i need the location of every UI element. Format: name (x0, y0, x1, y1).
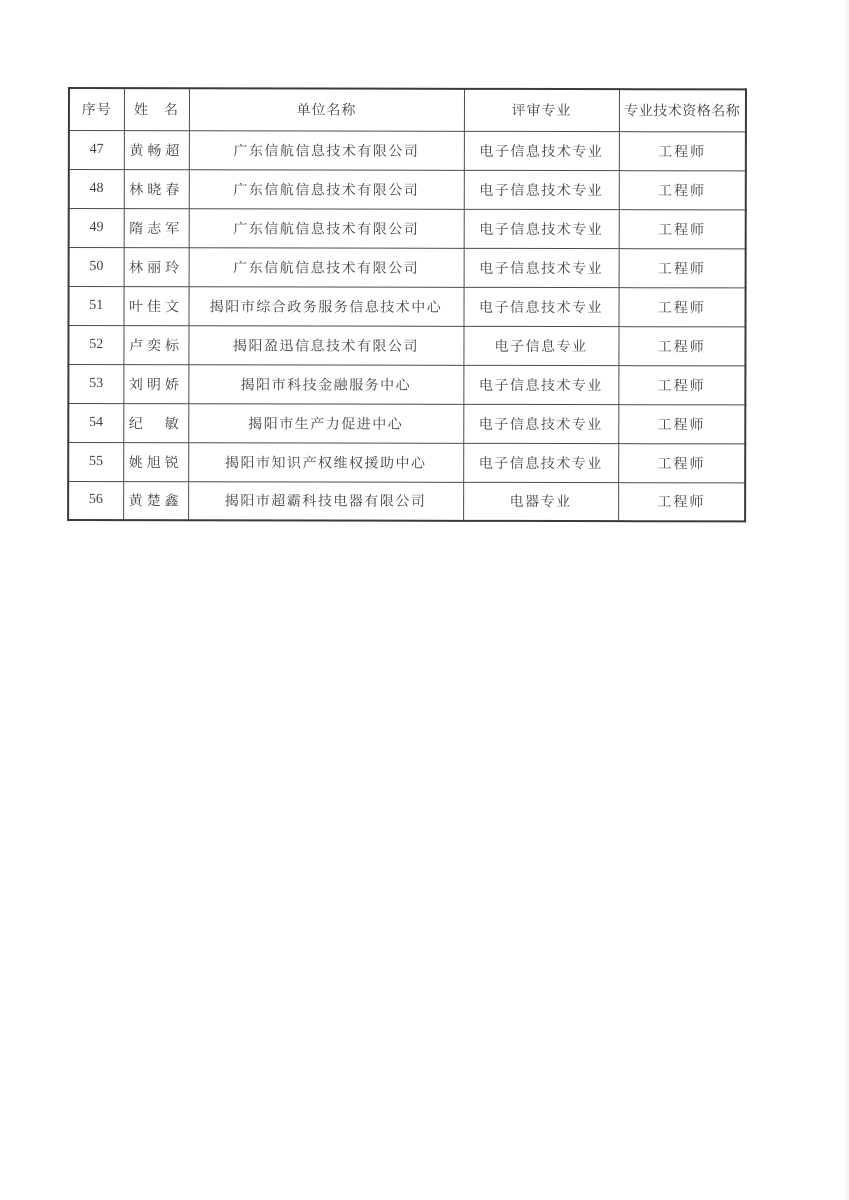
cell-review-major: 电子信息技术专业 (463, 404, 618, 443)
cell-name: 黄畅超 (124, 130, 189, 169)
table-row (68, 442, 745, 482)
cell-review-major: 电器专业 (463, 482, 618, 521)
cell-unit-name: 揭阳市科技金融服务中心 (188, 364, 463, 404)
cell-name: 林丽玲 (124, 247, 189, 286)
cell-unit-name: 广东信航信息技术有限公司 (189, 169, 464, 209)
cell-seq-no: 56 (68, 481, 123, 520)
cell-review-major: 电子信息技术专业 (464, 248, 619, 287)
table-row (69, 247, 746, 287)
table-row (69, 130, 746, 170)
cell-qualification: 工程师 (618, 404, 745, 443)
table-row (68, 364, 745, 404)
header-review-major: 评审专业 (464, 89, 619, 131)
table-row (69, 169, 746, 209)
table-row (68, 481, 745, 521)
header-seq-no: 序号 (69, 88, 124, 130)
table-row (69, 286, 746, 326)
cell-unit-name: 揭阳盈迅信息技术有限公司 (188, 325, 463, 365)
table-header-row (69, 88, 746, 131)
cell-qualification: 工程师 (618, 443, 745, 482)
scan-edge-shadow (843, 0, 849, 1200)
cell-seq-no: 52 (68, 325, 123, 364)
cell-qualification: 工程师 (618, 365, 745, 404)
cell-name: 刘明娇 (123, 364, 188, 403)
cell-name: 叶佳文 (124, 286, 189, 325)
cell-unit-name: 广东信航信息技术有限公司 (189, 208, 464, 248)
cell-name: 纪 敏 (123, 403, 188, 442)
cell-unit-name: 揭阳市超霸科技电器有限公司 (188, 481, 463, 521)
header-unit-name: 单位名称 (189, 88, 464, 131)
cell-unit-name: 广东信航信息技术有限公司 (189, 247, 464, 287)
cell-qualification: 工程师 (619, 131, 746, 170)
cell-review-major: 电子信息技术专业 (463, 443, 618, 482)
cell-name: 姚旭锐 (123, 442, 188, 481)
cell-qualification: 工程师 (618, 326, 745, 365)
qualification-roster-table (67, 87, 747, 522)
cell-seq-no: 55 (68, 442, 123, 481)
cell-qualification: 工程师 (619, 209, 746, 248)
cell-name: 卢奕标 (123, 325, 188, 364)
cell-seq-no: 48 (69, 169, 124, 208)
cell-unit-name: 揭阳市综合政务服务信息技术中心 (189, 286, 464, 326)
cell-seq-no: 54 (68, 403, 123, 442)
table-body (68, 130, 746, 521)
cell-review-major: 电子信息技术专业 (463, 365, 618, 404)
cell-unit-name: 揭阳市知识产权维权援助中心 (188, 442, 463, 482)
cell-qualification: 工程师 (619, 170, 746, 209)
cell-unit-name: 揭阳市生产力促进中心 (188, 403, 463, 443)
header-qualification: 专业技术资格名称 (619, 89, 746, 131)
cell-review-major: 电子信息技术专业 (464, 287, 619, 326)
cell-qualification: 工程师 (618, 482, 745, 521)
cell-seq-no: 53 (68, 364, 123, 403)
cell-name: 林晓春 (124, 169, 189, 208)
table-row (68, 403, 745, 443)
table-row (69, 208, 746, 248)
cell-review-major: 电子信息专业 (463, 326, 618, 365)
cell-review-major: 电子信息技术专业 (464, 170, 619, 209)
cell-name: 隋志军 (124, 208, 189, 247)
header-name: 姓 名 (124, 88, 189, 130)
cell-review-major: 电子信息技术专业 (464, 131, 619, 170)
cell-unit-name: 广东信航信息技术有限公司 (189, 130, 464, 170)
table-row (68, 325, 745, 365)
cell-seq-no: 49 (69, 208, 124, 247)
cell-review-major: 电子信息技术专业 (464, 209, 619, 248)
cell-name: 黄楚鑫 (123, 481, 188, 520)
cell-seq-no: 50 (69, 247, 124, 286)
cell-seq-no: 51 (69, 286, 124, 325)
cell-qualification: 工程师 (619, 287, 746, 326)
cell-qualification: 工程师 (619, 248, 746, 287)
cell-seq-no: 47 (69, 130, 124, 169)
